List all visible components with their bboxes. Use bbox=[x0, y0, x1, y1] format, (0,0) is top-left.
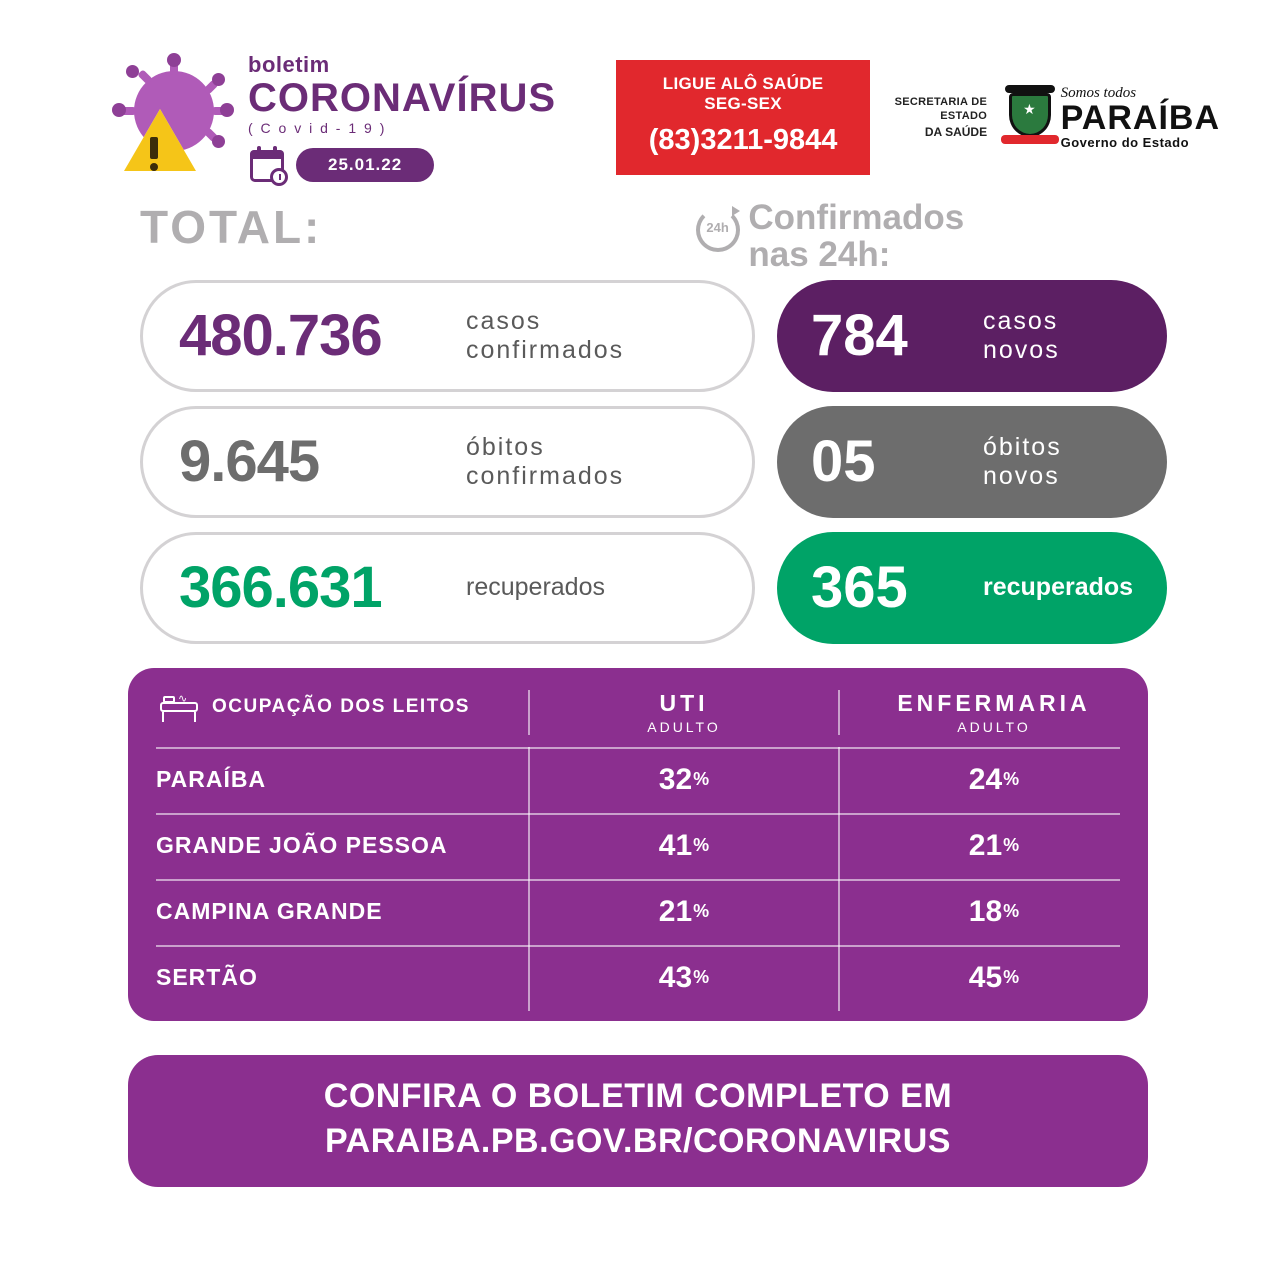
footer-banner bbox=[128, 1055, 1148, 1187]
percent-symbol: % bbox=[1003, 901, 1020, 921]
row-enfermaria-value bbox=[838, 813, 1148, 879]
statistics-section bbox=[0, 274, 1280, 644]
total-deaths-caption-2: confirmados bbox=[466, 461, 625, 490]
percent-symbol: % bbox=[693, 967, 710, 987]
hospital-bed-icon: ∿ bbox=[156, 690, 202, 724]
row-enfermaria-value bbox=[838, 945, 1148, 1011]
total-label: TOTAL: bbox=[140, 201, 323, 253]
new-cases-value: 784 bbox=[811, 303, 908, 368]
total-cases-caption-2: confirmados bbox=[466, 335, 625, 364]
bulletin-subtitle: ( C o v i d - 1 9 ) bbox=[248, 119, 387, 136]
uti-number: 21 bbox=[658, 894, 693, 928]
column-enfermaria-sub: ADULTO bbox=[957, 718, 1031, 735]
stat-row-recovered bbox=[140, 532, 1280, 644]
new-cases-caption-2: novos bbox=[983, 335, 1060, 364]
secretaria-line-1: SECRETARIA DE ESTADO bbox=[894, 95, 988, 123]
warning-icon bbox=[124, 109, 196, 171]
enfermaria-number: 18 bbox=[968, 894, 1003, 928]
table-title: OCUPAÇÃO DOS LEITOS bbox=[212, 695, 470, 717]
uti-number: 43 bbox=[658, 960, 693, 994]
row-enfermaria-value bbox=[838, 747, 1148, 813]
new-deaths-value: 05 bbox=[811, 429, 876, 494]
percent-symbol: % bbox=[1003, 967, 1020, 987]
new-cases-caption-1: casos bbox=[983, 306, 1059, 335]
uti-number: 41 bbox=[658, 828, 693, 862]
row-uti-value bbox=[528, 813, 838, 879]
total-recovered-value: 366.631 bbox=[179, 555, 382, 620]
coronavirus-icon bbox=[120, 63, 230, 173]
row-region-paraiba: PARAÍBA bbox=[156, 766, 267, 792]
column-uti-sub: ADULTO bbox=[647, 718, 721, 735]
brand-sub: Governo do Estado bbox=[1060, 134, 1190, 150]
uti-number: 32 bbox=[658, 762, 693, 796]
footer-line-1: CONFIRA O BOLETIM COMPLETO EM bbox=[323, 1076, 953, 1115]
row-region-sertao: SERTÃO bbox=[156, 964, 258, 990]
percent-symbol: % bbox=[1003, 835, 1020, 855]
clock-24h-icon bbox=[692, 204, 744, 256]
new-recovered-value: 365 bbox=[811, 555, 908, 620]
column-enfermaria-title: ENFERMARIA bbox=[897, 689, 1091, 716]
new-recovered-card bbox=[777, 532, 1167, 644]
bulletin-date: 25.01.22 bbox=[296, 148, 434, 182]
table-column-uti bbox=[528, 690, 838, 735]
table-column-enfermaria bbox=[838, 690, 1148, 735]
secretaria-line-2: DA SAÚDE bbox=[924, 125, 988, 140]
percent-symbol: % bbox=[693, 901, 710, 921]
table-row bbox=[128, 945, 1148, 1011]
bulletin-title: CORONAVÍRUS bbox=[248, 75, 557, 120]
brand-name: PARAÍBA bbox=[1060, 99, 1220, 138]
bulletin-kicker: boletim bbox=[248, 51, 330, 77]
new-deaths-caption-1: óbitos bbox=[983, 432, 1062, 461]
hospital-beds-table bbox=[128, 668, 1148, 1021]
clock-badge-label: 24h bbox=[706, 220, 729, 235]
total-recovered-caption-1: recuperados bbox=[466, 573, 605, 602]
new-cases-card bbox=[777, 280, 1167, 392]
row-region-grande-joao-pessoa: GRANDE JOÃO PESSOA bbox=[156, 832, 448, 858]
totals-headings bbox=[0, 190, 1280, 274]
table-row bbox=[128, 813, 1148, 879]
footer-url[interactable]: PARAIBA.PB.GOV.BR/CORONAVIRUS bbox=[325, 1121, 951, 1160]
enfermaria-number: 21 bbox=[968, 828, 1003, 862]
stat-row-cases bbox=[140, 280, 1280, 392]
table-header-row bbox=[128, 686, 1148, 747]
percent-symbol: % bbox=[1003, 769, 1020, 789]
percent-symbol: % bbox=[693, 835, 710, 855]
row-uti-value bbox=[528, 747, 838, 813]
confirmed-24h-line-1: Confirmados bbox=[748, 198, 965, 237]
total-deaths-caption-1: óbitos bbox=[466, 432, 545, 461]
new-deaths-caption-2: novos bbox=[983, 461, 1060, 490]
total-cases-card bbox=[140, 280, 755, 392]
hotline-label: LIGUE ALÔ SAÚDE SEG-SEX bbox=[662, 74, 824, 113]
brand-script: Somos todos bbox=[1060, 85, 1137, 102]
total-deaths-value: 9.645 bbox=[179, 429, 320, 494]
new-recovered-caption-1: recuperados bbox=[983, 573, 1134, 602]
total-deaths-card bbox=[140, 406, 755, 518]
government-branding bbox=[870, 85, 1220, 151]
bulletin-title-block bbox=[248, 52, 556, 184]
row-uti-value bbox=[528, 945, 838, 1011]
header bbox=[0, 0, 1280, 190]
confirmed-24h-heading bbox=[692, 200, 964, 274]
new-deaths-card bbox=[777, 406, 1167, 518]
row-region-campina-grande: CAMPINA GRANDE bbox=[156, 898, 383, 924]
column-uti-title: UTI bbox=[659, 689, 709, 716]
table-row bbox=[128, 879, 1148, 945]
calendar-icon bbox=[248, 146, 286, 184]
table-row bbox=[128, 747, 1148, 813]
confirmed-24h-line-2: nas 24h: bbox=[748, 234, 891, 274]
enfermaria-number: 24 bbox=[968, 762, 1003, 796]
total-cases-value: 480.736 bbox=[179, 303, 382, 368]
stat-row-deaths bbox=[140, 406, 1280, 518]
hotline-number: (83)3211-9844 bbox=[648, 124, 838, 156]
state-coat-of-arms-icon: ★ bbox=[1001, 85, 1049, 151]
hotline-box bbox=[616, 60, 870, 175]
percent-symbol: % bbox=[693, 769, 710, 789]
row-uti-value bbox=[528, 879, 838, 945]
enfermaria-number: 45 bbox=[968, 960, 1003, 994]
total-cases-caption-1: casos bbox=[466, 306, 542, 335]
total-recovered-card bbox=[140, 532, 755, 644]
row-enfermaria-value bbox=[838, 879, 1148, 945]
